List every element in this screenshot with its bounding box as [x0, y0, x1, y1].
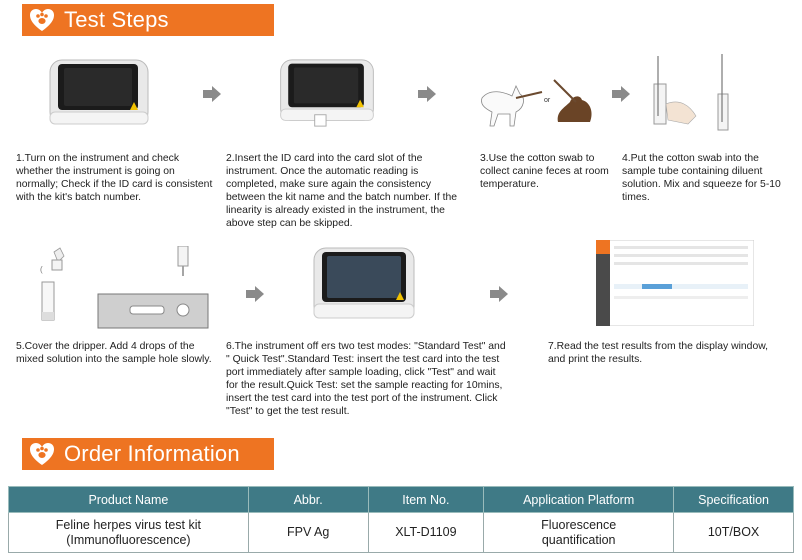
instrument-testing-image — [312, 246, 416, 324]
step-3-text: 3.Use the cotton swab to collect canine feces at room temperature. — [480, 153, 609, 190]
cell-application-platform: Fluorescence quantification — [484, 513, 674, 553]
header-product-name: Product Name — [9, 487, 249, 513]
order-information-title: Order Information — [64, 441, 240, 466]
header-abbr: Abbr. — [248, 487, 368, 513]
table-row — [9, 513, 794, 553]
instrument-image — [48, 58, 150, 128]
header-specification: Specification — [674, 487, 794, 513]
cell-item-no: XLT-D1109 — [368, 513, 484, 553]
results-display-image — [596, 240, 754, 326]
header-application-platform: Application Platform — [484, 487, 674, 513]
arrow-right-icon — [418, 86, 436, 102]
arrow-right-icon — [246, 286, 264, 302]
arrow-right-icon — [203, 86, 221, 102]
step-2-text: 2.Insert the ID card into the card slot of the instrument. Once the automatic reading is completed, make sure again the consistency between the kit name and the batch number. If the linearity is already existed in the instrument, the above step can be skipped. — [226, 153, 458, 229]
arrow-right-icon — [490, 286, 508, 302]
or-label: or — [544, 97, 551, 104]
arrow-right-icon — [612, 86, 630, 102]
step-7-text: 7.Read the test results from the display window, and print the results. — [548, 341, 769, 365]
cell-specification: 10T/BOX — [674, 513, 794, 553]
order-information-banner — [22, 438, 274, 470]
sample-tube-image — [640, 54, 746, 138]
step-1-text: 1.Turn on the instrument and check whether the instrument is going on normally; Check if the ID card is consistent with the kit's batch number. — [16, 153, 213, 203]
instrument-with-card-image — [276, 58, 378, 128]
test-steps-title: Test Steps — [64, 7, 169, 32]
paw-heart-icon — [28, 440, 56, 468]
cell-product-name: Feline herpes virus test kit (Immunofluorescence) — [9, 513, 249, 553]
step-4-text: 4.Put the cotton swab into the sample tube containing diluent solution. Mix and squeeze for 5-10 times. — [622, 153, 781, 203]
table-header-row — [9, 487, 794, 513]
dripper-and-test-card-image — [30, 246, 210, 332]
paw-heart-icon — [28, 6, 56, 34]
step-5-text: 5.Cover the dripper. Add 4 drops of the mixed solution into the sample hole slowly. — [16, 341, 212, 365]
svg-text:(: ( — [40, 265, 43, 274]
step-6-text: 6.The instrument off ers two test modes: "Standard Test" and " Quick Test".Standard Test: insert the test card into the test port immediately after sample loading, click "Test" and wait for the result.Quick Test: set the sample reacting for 10mins, insert the test card into the test port of the instrument. Click "Test" to get the test result. — [226, 341, 506, 417]
order-table — [8, 486, 794, 553]
cell-abbr: FPV Ag — [248, 513, 368, 553]
header-item-no: Item No. — [368, 487, 484, 513]
dog-and-feces-image — [476, 68, 606, 130]
test-steps-banner — [22, 4, 274, 36]
